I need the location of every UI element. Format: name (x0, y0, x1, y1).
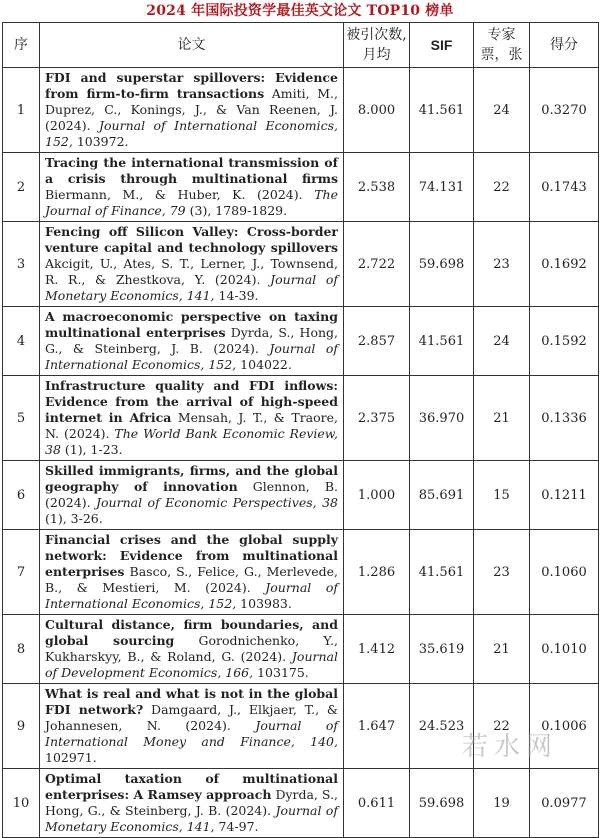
paper-title: What is real and what is not in the global FDI network? (45, 686, 338, 717)
paper-journal: The Journal of Finance, 79 (45, 187, 338, 218)
citations-cell: 2.375 (344, 376, 410, 461)
paper-authors: Damgaard, J., Elkjaer, T., & Johannesen, N. (2024). (45, 702, 338, 733)
citations-cell: 1.647 (344, 684, 410, 769)
page-title: 2024 年国际投资学最佳英文论文 TOP10 榜单 (146, 3, 454, 19)
paper-cell (40, 530, 344, 615)
score-cell: 0.1692 (530, 222, 599, 307)
table-row (3, 307, 599, 376)
watermark: 若水网 (462, 732, 559, 762)
sif-cell: 59.698 (410, 222, 474, 307)
score-cell: 0.3270 (530, 68, 599, 153)
table-row (3, 376, 599, 461)
sif-cell: 41.561 (410, 307, 474, 376)
rank-cell: 3 (3, 222, 40, 307)
sif-cell: 85.691 (410, 461, 474, 530)
paper-cell (40, 461, 344, 530)
paper-pages: (1), 3-26. (45, 511, 103, 526)
header-rank: 序 (3, 23, 40, 68)
ranking-table (2, 22, 599, 838)
paper-title: Financial crises and the global supply network: Evidence from multinational enterprises (45, 532, 338, 579)
paper-cell (40, 68, 344, 153)
paper-cell (40, 769, 344, 838)
sif-cell: 74.131 (410, 153, 474, 222)
paper-pages: (3), 1789-1829. (189, 203, 288, 218)
header-sif: SIF (410, 23, 474, 68)
paper-authors: Dyrda, S., Hong, G., & Steinberg, J. B. (2024). (45, 325, 338, 356)
paper-authors: Mensah, J. T., & Traore, N. (2024). (45, 410, 338, 441)
paper-cell (40, 153, 344, 222)
header-votes: 专家票，张 (474, 23, 530, 68)
paper-authors: Amiti, M., Duprez, C., Konings, J., & Van Reenen, J. (2024). (45, 86, 338, 133)
rank-cell: 7 (3, 530, 40, 615)
paper-title: Fencing off Silicon Valley: Cross-border venture capital and technology spillovers (45, 224, 338, 255)
paper-pages: 74-97. (218, 819, 259, 834)
rank-cell: 1 (3, 68, 40, 153)
score-cell: 0.1010 (530, 615, 599, 684)
paper-cell (40, 615, 344, 684)
header-paper: 论文 (40, 23, 344, 68)
paper-journal: Journal of Development Economics, 166, (45, 649, 338, 680)
paper-journal: Journal of International Economics, 152, (45, 580, 338, 611)
sif-cell: 36.970 (410, 376, 474, 461)
score-cell: 0.1060 (530, 530, 599, 615)
table-header-row (3, 23, 599, 68)
rank-cell: 9 (3, 684, 40, 769)
table-row (3, 615, 599, 684)
paper-journal: Journal of Monetary Economics, 141, (45, 272, 338, 303)
table-row (3, 530, 599, 615)
sif-cell: 41.561 (410, 530, 474, 615)
paper-journal: Journal of International Money and Finance, 140, (45, 718, 338, 749)
paper-pages: 104022. (240, 357, 292, 372)
rank-cell: 2 (3, 153, 40, 222)
paper-title: A macroeconomic perspective on taxing multinational enterprises (45, 309, 338, 340)
table-row (3, 222, 599, 307)
sif-cell: 24.523 (410, 684, 474, 769)
paper-title: Tracing the international transmission of a crisis through multinational firms (45, 155, 338, 186)
rank-cell: 10 (3, 769, 40, 838)
paper-cell (40, 376, 344, 461)
rank-cell: 6 (3, 461, 40, 530)
score-cell: 0.1336 (530, 376, 599, 461)
votes-cell: 15 (474, 461, 530, 530)
paper-pages: (1), 1-23. (64, 442, 123, 457)
score-cell: 0.0977 (530, 769, 599, 838)
citations-cell: 1.286 (344, 530, 410, 615)
paper-authors: Glennon, B. (2024). (45, 479, 338, 510)
rank-cell: 5 (3, 376, 40, 461)
table-row (3, 769, 599, 838)
paper-journal: Journal of Economic Perspectives, 38 (96, 495, 338, 510)
paper-cell (40, 307, 344, 376)
paper-journal: The World Bank Economic Review, 38 (45, 426, 338, 457)
score-cell: 0.1743 (530, 153, 599, 222)
paper-title: Skilled immigrants, firms, and the global geography of innovation (45, 463, 338, 494)
paper-pages: 14-39. (218, 288, 259, 303)
header-citations: 被引次数,月均 (344, 23, 410, 68)
votes-cell: 23 (474, 222, 530, 307)
paper-pages: 103972. (76, 134, 129, 149)
votes-cell: 21 (474, 615, 530, 684)
paper-journal: Journal of International Economics, 152, (45, 341, 338, 372)
paper-authors: Basco, S., Felice, G., Merlevede, B., & Mestieri, M. (2024). (45, 564, 338, 595)
paper-authors: Akcigit, U., Ates, S. T., Lerner, J., Townsend, R. R., & Zhestkova, Y. (2024). (45, 256, 338, 287)
paper-pages: 103983. (240, 596, 292, 611)
paper-authors: Gorodnichenko, Y., Kukharskyy, B., & Roland, G. (2024). (45, 633, 338, 664)
sif-cell: 35.619 (410, 615, 474, 684)
paper-cell (40, 222, 344, 307)
votes-cell: 21 (474, 376, 530, 461)
votes-cell: 24 (474, 307, 530, 376)
citations-cell: 2.722 (344, 222, 410, 307)
paper-pages: 103175. (257, 665, 309, 680)
citations-cell: 2.538 (344, 153, 410, 222)
paper-pages: 102971. (45, 750, 97, 765)
score-cell: 0.1592 (530, 307, 599, 376)
score-cell: 0.1211 (530, 461, 599, 530)
rank-cell: 4 (3, 307, 40, 376)
votes-cell: 22 (474, 684, 530, 769)
citations-cell: 1.000 (344, 461, 410, 530)
paper-journal: Journal of Monetary Economics, 141, (45, 803, 338, 834)
sif-cell: 41.561 (410, 68, 474, 153)
paper-journal: Journal of International Economics, 152, (45, 118, 338, 149)
votes-cell: 23 (474, 530, 530, 615)
citations-cell: 2.857 (344, 307, 410, 376)
table-row (3, 68, 599, 153)
paper-authors: Biermann, M., & Huber, K. (2024). (45, 187, 303, 202)
paper-authors: Dyrda, S., Hong, G., & Steinberg, J. B. (2024). (45, 787, 338, 818)
paper-title: FDI and superstar spillovers: Evidence from firm-to-firm transactions (45, 70, 338, 101)
table-row (3, 153, 599, 222)
paper-title: Cultural distance, firm boundaries, and global sourcing (45, 617, 338, 648)
votes-cell: 24 (474, 68, 530, 153)
paper-title: Optimal taxation of multinational enterprises: A Ramsey approach (45, 771, 338, 802)
table-row (3, 461, 599, 530)
header-score: 得分 (530, 23, 599, 68)
citations-cell: 1.412 (344, 615, 410, 684)
citations-cell: 8.000 (344, 68, 410, 153)
votes-cell: 22 (474, 153, 530, 222)
votes-cell: 19 (474, 769, 530, 838)
citations-cell: 0.611 (344, 769, 410, 838)
paper-cell (40, 684, 344, 769)
score-cell: 0.1006 (530, 684, 599, 769)
sif-cell: 59.698 (410, 769, 474, 838)
rank-cell: 8 (3, 615, 40, 684)
paper-title: Infrastructure quality and FDI inflows: Evidence from the arrival of high-speed internet in Africa (45, 378, 338, 425)
